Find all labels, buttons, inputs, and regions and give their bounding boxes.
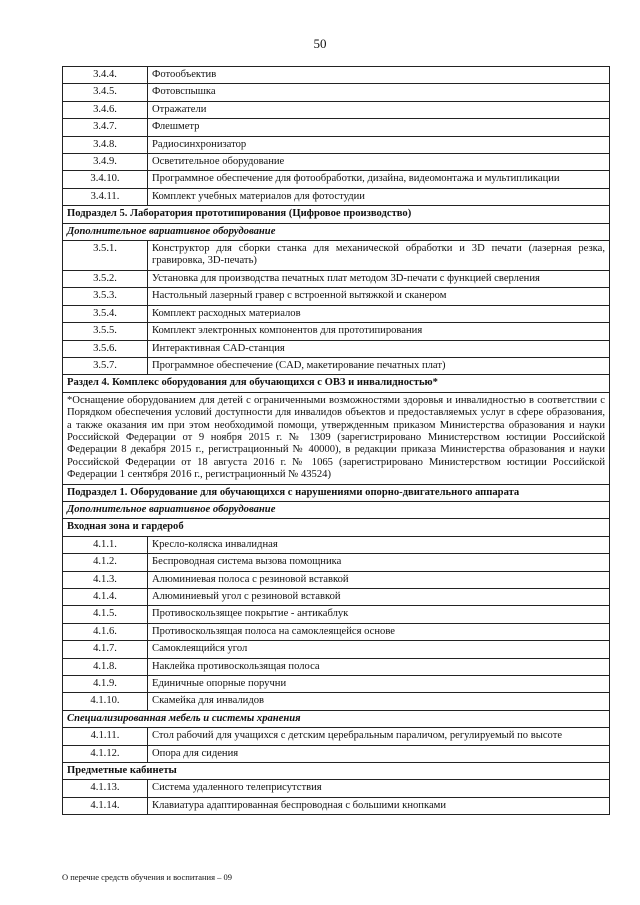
item-description: Конструктор для сборки станка для механической обработки и 3D печати (лазерная резка, гравировка, 3D-печать) — [148, 241, 610, 271]
item-description: Опора для сидения — [148, 745, 610, 762]
table-row — [63, 693, 610, 710]
item-number: 3.5.2. — [63, 270, 148, 287]
item-description: Программное обеспечение для фотообработки, дизайна, видеомонтажа и мультипликации — [148, 171, 610, 188]
section-heading: Раздел 4. Комплекс оборудования для обучающихся с ОВЗ и инвалидностью* — [63, 375, 610, 392]
table-row — [63, 67, 610, 84]
item-description: Алюминиевый угол с резиновой вставкой — [148, 589, 610, 606]
item-description: Осветительное оборудование — [148, 154, 610, 171]
item-description: Стол рабочий для учащихся с детским церебральным параличом, регулируемый по высоте — [148, 728, 610, 745]
item-number: 3.4.6. — [63, 101, 148, 118]
item-number: 4.1.8. — [63, 658, 148, 675]
table-row — [63, 571, 610, 588]
section-header-row — [63, 223, 610, 240]
table-row — [63, 270, 610, 287]
table-row — [63, 340, 610, 357]
item-description: Комплект расходных материалов — [148, 305, 610, 322]
item-number: 3.4.7. — [63, 119, 148, 136]
item-number: 3.5.5. — [63, 323, 148, 340]
table-row — [63, 641, 610, 658]
section-header-row — [63, 710, 610, 727]
item-number: 4.1.13. — [63, 780, 148, 797]
item-number: 4.1.7. — [63, 641, 148, 658]
section-heading: Специализированная мебель и системы хранения — [63, 710, 610, 727]
item-description: Установка для производства печатных плат методом 3D-печати с функцией сверления — [148, 270, 610, 287]
table-row — [63, 536, 610, 553]
table-row — [63, 241, 610, 271]
item-number: 4.1.11. — [63, 728, 148, 745]
item-number: 4.1.3. — [63, 571, 148, 588]
item-description: Настольный лазерный гравер с встроенной вытяжкой и сканером — [148, 288, 610, 305]
table-row — [63, 119, 610, 136]
item-number: 4.1.10. — [63, 693, 148, 710]
item-description: Клавиатура адаптированная беспроводная с большими кнопками — [148, 797, 610, 814]
footer-note: О перечне средств обучения и воспитания – 09 — [62, 872, 232, 882]
section-heading: Входная зона и гардероб — [63, 519, 610, 536]
item-number: 3.4.5. — [63, 84, 148, 101]
table-row — [63, 780, 610, 797]
item-number: 3.4.10. — [63, 171, 148, 188]
item-description: Беспроводная система вызова помощника — [148, 554, 610, 571]
item-number: 3.5.3. — [63, 288, 148, 305]
table-row — [63, 84, 610, 101]
item-description: Система удаленного телеприсутствия — [148, 780, 610, 797]
accessibility-note: *Оснащение оборудованием для детей с ограниченными возможностями здоровья и инвалидностью в соответствии с Порядком обеспечения условий доступности для инвалидов объектов и предоставляемых услуг в сфере образования, а также оказания им при этом необходимой помощи, утвержденным приказом Министерства образования и науки Российской Федерации от 9 ноября 2015 г. № 1309 (зарегистрировано Министерством юстиции Российской Федерации 8 декабря 2015 г., регистрационный № 40000), в редакции приказа Министерства образования и науки Российской Федерации от 18 августа 2016 г. № 1065 (зарегистрировано Министерством юстиции Российской Федерации 1 сентября 2016 г., регистрационный № 43524) — [63, 392, 610, 484]
section-heading: Дополнительное вариативное оборудование — [63, 501, 610, 518]
table-row — [63, 154, 610, 171]
item-description: Радиосинхронизатор — [148, 136, 610, 153]
item-description: Отражатели — [148, 101, 610, 118]
item-description: Единичные опорные поручни — [148, 676, 610, 693]
note-row — [63, 392, 610, 484]
table-row — [63, 745, 610, 762]
table-row — [63, 676, 610, 693]
item-number: 3.4.11. — [63, 188, 148, 205]
section-heading: Предметные кабинеты — [63, 763, 610, 780]
item-number: 4.1.9. — [63, 676, 148, 693]
table-row — [63, 357, 610, 374]
item-number: 3.5.7. — [63, 357, 148, 374]
table-row — [63, 101, 610, 118]
item-number: 4.1.1. — [63, 536, 148, 553]
item-number: 4.1.4. — [63, 589, 148, 606]
item-description: Наклейка противоскользящая полоса — [148, 658, 610, 675]
item-description: Самоклеящийся угол — [148, 641, 610, 658]
table-row — [63, 171, 610, 188]
section-heading: Подраздел 5. Лаборатория прототипирования (Цифровое производство) — [63, 206, 610, 223]
item-number: 3.5.1. — [63, 241, 148, 271]
item-description: Фотовспышка — [148, 84, 610, 101]
item-number: 4.1.14. — [63, 797, 148, 814]
equipment-table — [62, 66, 610, 815]
item-number: 3.4.9. — [63, 154, 148, 171]
item-description: Алюминиевая полоса с резиновой вставкой — [148, 571, 610, 588]
item-number: 4.1.12. — [63, 745, 148, 762]
item-number: 4.1.5. — [63, 606, 148, 623]
item-description: Кресло-коляска инвалидная — [148, 536, 610, 553]
section-heading: Дополнительное вариативное оборудование — [63, 223, 610, 240]
table-row — [63, 188, 610, 205]
table-row — [63, 658, 610, 675]
section-header-row — [63, 484, 610, 501]
table-row — [63, 623, 610, 640]
table-row — [63, 305, 610, 322]
section-header-row — [63, 375, 610, 392]
table-row — [63, 554, 610, 571]
table-row — [63, 288, 610, 305]
item-number: 3.4.8. — [63, 136, 148, 153]
item-number: 3.5.6. — [63, 340, 148, 357]
item-number: 3.5.4. — [63, 305, 148, 322]
table-row — [63, 606, 610, 623]
section-header-row — [63, 206, 610, 223]
section-header-row — [63, 763, 610, 780]
item-description: Скамейка для инвалидов — [148, 693, 610, 710]
section-header-row — [63, 501, 610, 518]
item-description: Комплект учебных материалов для фотостудии — [148, 188, 610, 205]
section-heading: Подраздел 1. Оборудование для обучающихся с нарушениями опорно-двигательного аппарата — [63, 484, 610, 501]
item-description: Программное обеспечение (CAD, макетирование печатных плат) — [148, 357, 610, 374]
page-number: 50 — [313, 36, 327, 51]
item-description: Противоскользящая полоса на самоклеящейся основе — [148, 623, 610, 640]
item-number: 4.1.2. — [63, 554, 148, 571]
item-description: Флешметр — [148, 119, 610, 136]
table-row — [63, 136, 610, 153]
item-description: Противоскользящее покрытие - антикаблук — [148, 606, 610, 623]
item-description: Интерактивная CAD-станция — [148, 340, 610, 357]
table-row — [63, 589, 610, 606]
table-row — [63, 728, 610, 745]
table-row — [63, 797, 610, 814]
item-number: 3.4.4. — [63, 67, 148, 84]
table-row — [63, 323, 610, 340]
section-header-row — [63, 519, 610, 536]
item-number: 4.1.6. — [63, 623, 148, 640]
item-description: Фотообъектив — [148, 67, 610, 84]
item-description: Комплект электронных компонентов для прототипирования — [148, 323, 610, 340]
